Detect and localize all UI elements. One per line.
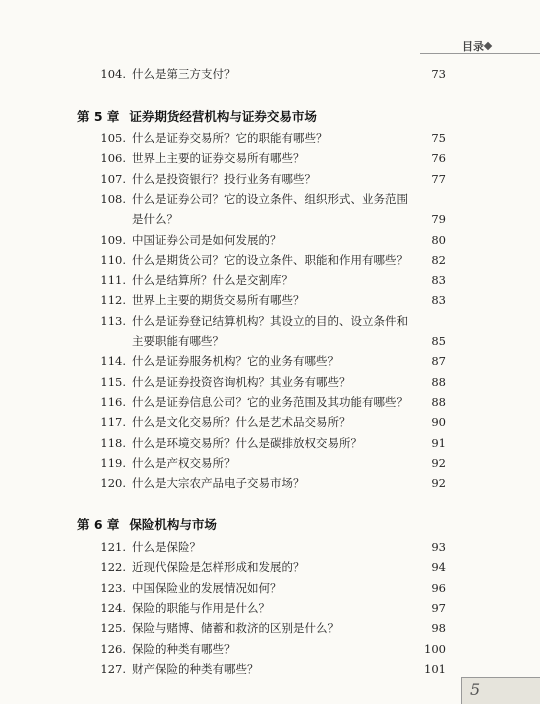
chapter-number: 第 6 章 [77, 517, 120, 532]
entry-number: 104. [100, 67, 126, 81]
entry-number: 120. [100, 476, 126, 491]
entry-page: 96 [431, 580, 446, 595]
entry-title: 是什么？ [132, 212, 178, 227]
entry-number: 113. [100, 313, 126, 328]
entry-number: 110. [100, 252, 126, 267]
entry-page: 82 [431, 252, 446, 267]
chapter-number: 第 5 章 [77, 109, 120, 124]
entry-number: 112. [100, 293, 126, 308]
page-number-box [461, 677, 540, 704]
entry-number: 122. [100, 560, 126, 575]
entry-number: 109. [100, 232, 126, 247]
toc-entry [0, 311, 540, 331]
entry-number: 117. [100, 415, 126, 430]
entry-title: 中国保险业的发展情况如何？ [132, 580, 282, 595]
diamond-icon [484, 42, 492, 50]
entry-title: 保险的职能与作用是什么？ [132, 600, 270, 615]
entry-title: 什么是结算所？什么是交割库？ [132, 273, 293, 288]
toc-entry [0, 578, 540, 598]
toc-entry [0, 351, 540, 371]
toc-entry [0, 169, 540, 189]
entry-page: 97 [431, 600, 446, 615]
page-number: 5 [470, 680, 481, 699]
toc-entry [0, 537, 540, 557]
entry-page: 83 [431, 273, 446, 288]
entry-page: 79 [431, 212, 446, 227]
entry-page: 88 [431, 394, 446, 409]
entry-title: 什么是文化交易所？什么是艺术品交易所？ [132, 415, 351, 430]
entry-page: 75 [431, 131, 446, 145]
entry-title: 什么是投资银行？投行业务有哪些？ [132, 171, 316, 186]
entry-title: 什么是证券登记结算机构？其设立的目的、设立条件和 [132, 313, 408, 328]
entry-title: 世界上主要的期货交易所有哪些？ [132, 293, 305, 308]
toc-entry [0, 230, 540, 250]
toc-entry [0, 557, 540, 577]
entry-title: 什么是证券信息公司？它的业务范围及其功能有哪些？ [132, 394, 408, 409]
entry-page: 73 [431, 67, 446, 81]
entry-number: 126. [100, 641, 126, 656]
entry-number: 108. [100, 191, 126, 206]
entry-page: 88 [431, 374, 446, 389]
entry-number: 119. [100, 455, 126, 470]
chapter-title: 保险机构与市场 [129, 517, 217, 532]
entry-number: 127. [100, 661, 126, 676]
entry-title: 近现代保险是怎样形成和发展的？ [132, 560, 305, 575]
chapter-title: 证券期货经营机构与证券交易市场 [129, 109, 317, 124]
entry-title: 中国证券公司是如何发展的？ [132, 232, 282, 247]
entry-page: 101 [424, 661, 446, 676]
entry-title: 主要职能有哪些？ [132, 334, 224, 348]
toc-entry [0, 473, 540, 493]
entry-number: 123. [100, 580, 126, 595]
running-header [0, 0, 540, 56]
toc-entry [0, 290, 540, 310]
toc-entry [0, 639, 540, 659]
entry-number: 107. [100, 171, 126, 186]
entry-page: 92 [431, 455, 446, 470]
toc-entry [0, 412, 540, 432]
chapter-heading [77, 514, 217, 536]
entry-title: 财产保险的种类有哪些？ [132, 661, 259, 676]
entry-number: 125. [100, 621, 126, 636]
toc-entry [0, 392, 540, 412]
toc-entry [0, 618, 540, 638]
entry-number: 114. [100, 354, 126, 369]
entry-title: 什么是第三方支付？ [132, 67, 236, 81]
entry-number: 105. [100, 131, 126, 145]
entry-page: 80 [431, 232, 446, 247]
entry-page: 76 [431, 151, 446, 166]
entry-page: 91 [431, 435, 446, 450]
toc-entry [0, 64, 540, 84]
entry-number: 116. [100, 394, 126, 409]
section-label: 目录 [462, 40, 484, 53]
entry-page: 77 [431, 171, 446, 186]
toc-entry [0, 453, 540, 473]
toc-entry [0, 659, 540, 679]
entry-page: 100 [424, 641, 446, 656]
entry-page: 98 [431, 621, 446, 636]
entry-page: 85 [431, 334, 446, 348]
toc-entry [0, 250, 540, 270]
entry-number: 106. [100, 151, 126, 166]
toc-entry [0, 433, 540, 453]
entry-number: 118. [100, 435, 126, 450]
entry-page: 83 [431, 293, 446, 308]
entry-title: 什么是保险？ [132, 540, 201, 554]
toc-entry [0, 189, 540, 209]
entry-number: 121. [100, 540, 126, 554]
entry-number: 124. [100, 600, 126, 615]
toc-entry [0, 372, 540, 392]
entry-number: 111. [100, 273, 126, 288]
toc-entry [0, 209, 540, 229]
entry-title: 什么是产权交易所？ [132, 455, 236, 470]
entry-title: 什么是证券公司？它的设立条件、组织形式、业务范围 [132, 191, 408, 206]
entry-page: 92 [431, 476, 446, 491]
entry-number: 115. [100, 374, 126, 389]
toc-entry [0, 128, 540, 148]
entry-title: 保险的种类有哪些？ [132, 641, 236, 656]
entry-title: 什么是证券投资咨询机构？其业务有哪些？ [132, 374, 351, 389]
entry-page: 87 [431, 354, 446, 369]
toc-entry [0, 598, 540, 618]
entry-title: 什么是期货公司？它的设立条件、职能和作用有哪些？ [132, 252, 408, 267]
entry-title: 什么是大宗农产品电子交易市场？ [132, 476, 305, 491]
chapter-heading [77, 106, 317, 128]
entry-title: 保险与赌博、储蓄和救济的区别是什么？ [132, 621, 339, 636]
entry-title: 世界上主要的证券交易所有哪些？ [132, 151, 305, 166]
entry-page: 93 [431, 540, 446, 554]
toc-entry [0, 270, 540, 290]
toc-entry [0, 148, 540, 168]
entry-title: 什么是证券服务机构？它的业务有哪些？ [132, 354, 339, 369]
entry-title: 什么是证券交易所？它的职能有哪些？ [132, 131, 328, 145]
entry-title: 什么是环境交易所？什么是碳排放权交易所？ [132, 435, 362, 450]
header-rule [420, 53, 540, 54]
entry-page: 90 [431, 415, 446, 430]
toc-entry [0, 331, 540, 351]
entry-page: 94 [431, 560, 446, 575]
